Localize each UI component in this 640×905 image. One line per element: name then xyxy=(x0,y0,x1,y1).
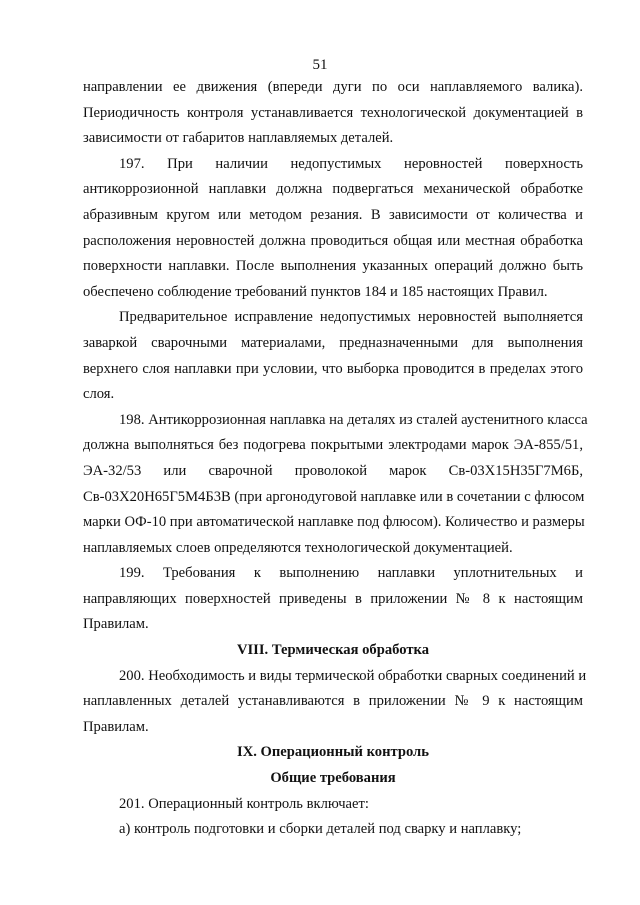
paragraph-197-line: 197. При наличии недопустимых неровностей поверхность xyxy=(119,155,583,172)
text-line: направлении ее движения (впереди дуги по оси наплавляемого валика). xyxy=(83,79,583,95)
text-line: наплавляемых слоев определяются технологической документацией. xyxy=(83,539,513,556)
text-line: заваркой сварочными материалами, предназначенными для выполнения xyxy=(83,334,583,351)
page-number: 51 xyxy=(312,57,328,73)
text-line: марки ОФ-10 при автоматической наплавке под флюсом). Количество и размеры xyxy=(83,514,585,531)
text-line: должна выполняться без подогрева покрытыми электродами марок ЭА-855/51, xyxy=(83,437,583,454)
text-line: зависимости от габаритов наплавляемых деталей. xyxy=(83,130,394,147)
text-line: Периодичность контроля устанавливается технологической документацией в xyxy=(83,104,583,121)
text-line: обеспечено соблюдение требований пунктов 184 и 185 настоящих Правил. xyxy=(83,283,548,300)
text-line: Правилам. xyxy=(83,718,149,735)
subsection-heading: Общие требования xyxy=(270,770,396,787)
text-line: Св-03Х20Н65Г5М4Б3В (при аргонодуговой наплавке или в сочетании с флюсом xyxy=(83,488,585,505)
paragraph-200-line: 200. Необходимость и виды термической обработки сварных соединений и xyxy=(119,667,587,684)
text-line: расположения неровностей должна проводиться общая или местная обработка xyxy=(83,232,583,249)
text-line: Правилам. xyxy=(83,616,149,633)
text-line: абразивным кругом или методом резания. В зависимости от количества и xyxy=(83,206,583,223)
text-line: слоя. xyxy=(83,386,115,403)
paragraph-line: Предварительное исправление недопустимых неровностей выполняется xyxy=(119,309,583,326)
list-item-a: а) контроль подготовки и сборки деталей под сварку и наплавку; xyxy=(119,821,522,838)
paragraph-199-line: 199. Требования к выполнению наплавки уплотнительных и xyxy=(119,565,583,582)
document-body xyxy=(83,75,588,843)
text-line: наплавленных деталей устанавливаются в приложении № 9 к настоящим xyxy=(83,693,583,710)
section-heading-ix: IX. Операционный контроль xyxy=(237,744,429,761)
paragraph-201-line: 201. Операционный контроль включает: xyxy=(119,795,369,812)
text-line: антикоррозионной наплавки должна подвергаться механической обработке xyxy=(83,181,583,198)
text-line: верхнего слоя наплавки при условии, что выборка проводится в пределах этого xyxy=(83,360,583,377)
section-heading-viii: VIII. Термическая обработка xyxy=(236,642,430,659)
text-line: ЭА-32/53 или сварочной проволокой марок Св-03Х15Н35Г7М6Б, xyxy=(83,462,583,479)
paragraph-198-line: 198. Антикоррозионная наплавка на деталях из сталей аустенитного класса xyxy=(119,411,588,428)
text-line: направляющих поверхностей приведены в приложении № 8 к настоящим xyxy=(83,590,583,607)
text-line: поверхности наплавки. После выполнения указанных операций должно быть xyxy=(83,258,583,275)
